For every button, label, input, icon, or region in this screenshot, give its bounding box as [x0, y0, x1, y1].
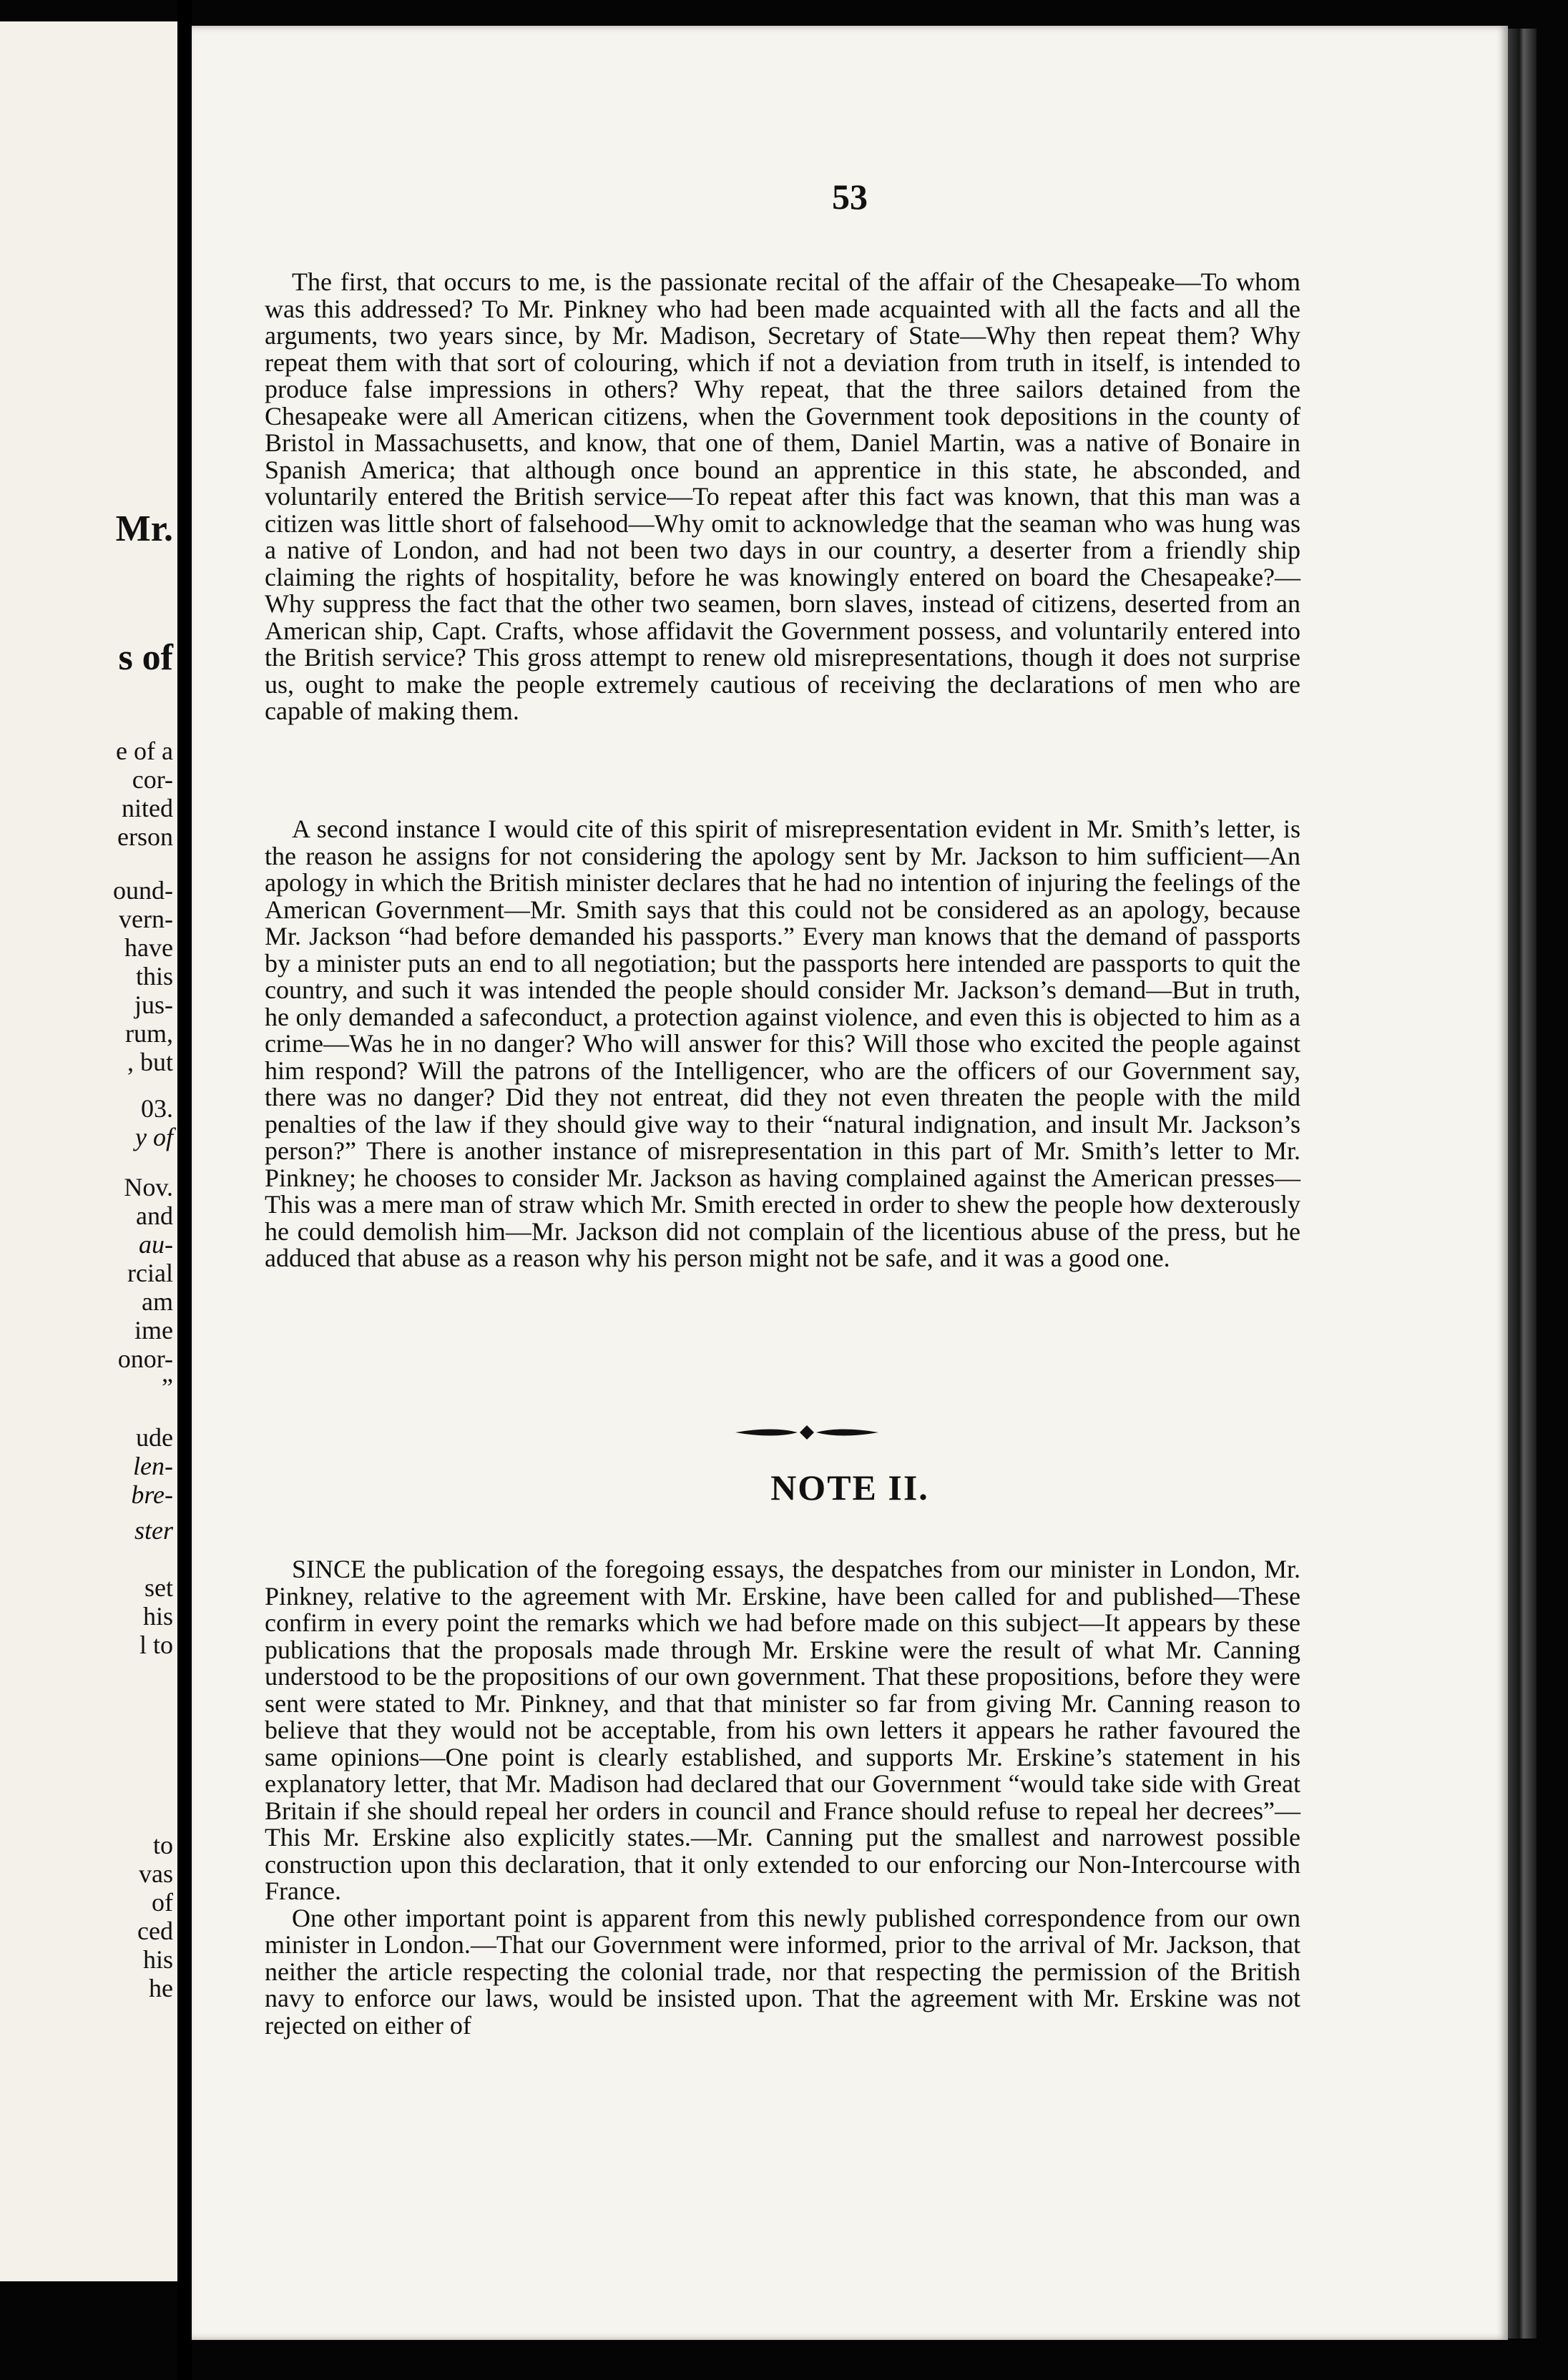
facing-page-line: of	[152, 1888, 173, 1917]
facing-page-line: ”	[162, 1373, 173, 1402]
note-heading: NOTE II.	[770, 1467, 929, 1508]
page-number: 53	[832, 177, 868, 217]
facing-page-line: onor-	[117, 1344, 173, 1373]
facing-page-line: e of a	[116, 737, 173, 765]
facing-page-line: erson	[117, 822, 173, 851]
facing-page-line: Mr.	[115, 508, 173, 549]
facing-page-line: set	[144, 1573, 173, 1602]
paragraph: A second instance I would cite of this spirit of misrepresentation evident in Mr. Smith’s letter, is the reason he assigns for not considering the apology sent by Mr. Jackson to him sufficient—An apology in which the British minister declares that he had no intention of injuring the feelings of the American Government—Mr. Smith says that this could not be considered as an apology, because Mr. Jackson “had before demanded his passports.” Every man knows that the demand of passports by a minister puts an end to all negotiation; but the passports here intended are passports to quit the country, and such it was intended the people should consider Mr. Jackson’s demand—But in truth, he only demanded a safeconduct, a protection against violence, and even this is objected to him as a crime—Was he in no danger? Who will answer for this? Will those who excited the people against him respond? Will the patrons of the Intelligencer, who are the officers of our Government say, there was no danger? Did they not entreat, did they not even threaten the people with the mild penalties of the law if they should give way to their “natural indignation, and insult Mr. Jackson’s person?” There is another instance of misrepresentation in this part of Mr. Smith’s letter to Mr. Pinkney; he chooses to consider Mr. Jackson as having complained against the American presses—This was a mere man of straw which Mr. Smith erected in order to shew the people how dexterously he could demolish him—Mr. Jackson did not complain of the licentious abuse of the press, but he adduced that abuse as a reason why his person might not be safe, and it was a good one.	[265, 815, 1300, 1272]
facing-page-line: ude	[136, 1423, 173, 1452]
body-text-section-3	[265, 1556, 1300, 2039]
paragraph: One other important point is apparent from this newly published correspondence from our own minister in London.—That our Government were informed, prior to the arrival of Mr. Jackson, that neither the article respecting the colonial trade, nor that respecting the permission of the British navy to enforce our laws, would be insisted upon. That the agreement with Mr. Erskine was not rejected on either of	[265, 1903, 1300, 2040]
facing-page-line: l to	[139, 1631, 173, 1659]
facing-page-line: jus-	[134, 990, 173, 1019]
body-text-section-1	[265, 269, 1300, 725]
page-edge-shadow	[1508, 29, 1537, 2339]
facing-page-line: cor-	[132, 765, 173, 794]
facing-page-line: and	[136, 1201, 173, 1230]
facing-page-line: ound-	[113, 876, 173, 905]
facing-page-line: y of	[135, 1123, 173, 1151]
facing-page-line: s of	[118, 637, 173, 678]
facing-page-line: vas	[139, 1859, 173, 1888]
facing-page-line: have	[124, 933, 173, 962]
facing-page-line: vern-	[119, 905, 173, 933]
body-text-section-2	[265, 816, 1300, 1272]
facing-page-line: he	[149, 1974, 173, 2002]
facing-page-line: 03.	[141, 1094, 173, 1123]
facing-page-line: len-	[133, 1452, 173, 1480]
facing-page-line: this	[135, 962, 173, 990]
book-gutter	[177, 0, 192, 2380]
facing-page-line: am	[142, 1287, 173, 1316]
facing-page-line: ster	[134, 1516, 173, 1545]
facing-page-line: Nov.	[124, 1173, 173, 1201]
facing-page-line: to	[152, 1831, 173, 1859]
facing-page-line: bre-	[131, 1480, 173, 1509]
facing-page-line: au-	[139, 1230, 173, 1259]
facing-page-line: rum,	[125, 1019, 173, 1048]
paragraph: SINCE the publication of the foregoing essays, the despatches from our minister in London, Mr. Pinkney, relative to the agreement with Mr. Erskine, have been called for and published—These confirm in every point the remarks which we had before made on this subject—It appears by these publications that the proposals made through Mr. Erskine were the result of what Mr. Canning understood to be the propositions of our own government. That these propositions, before they were sent were stated to Mr. Pinkney, and that that minister so far from giving Mr. Canning reason to believe that they would not be acceptable, from his own letters it appears he rather favoured the same opinions—One point is clearly established, and supports Mr. Erskine’s statement in his explanatory letter, that Mr. Madison had declared that our Government “would take side with Great Britain if she should repeal her orders in council and France should refuse to repeal her decrees”—This Mr. Erskine also explicitly states.—Mr. Canning put the smallest and narrowest possible construction upon this declaration, that it only extended to our enforcing our Non-Intercourse with France.	[265, 1555, 1300, 1905]
facing-page-fragment	[0, 21, 180, 2281]
facing-page-line: nited	[122, 794, 173, 822]
ornament-divider-icon	[732, 1422, 882, 1443]
facing-page-line: ime	[134, 1316, 173, 1344]
facing-page-line: his	[142, 1945, 173, 1974]
facing-page-line: ced	[137, 1917, 173, 1945]
book-page	[192, 26, 1508, 2340]
facing-page-line: , but	[127, 1048, 173, 1076]
paragraph: The first, that occurs to me, is the passionate recital of the affair of the Chesapeake—To whom was this addressed? To Mr. Pinkney who had been made acquainted with all the facts and all the arguments, two years since, by Mr. Madison, Secretary of State—Why then repeat them? Why repeat them with that sort of colouring, which if not a deviation from truth in itself, is intended to produce false impressions in others? Why repeat, that the three sailors detained from the Chesapeake were all American citizens, when the Government took depositions in the county of Bristol in Massachusetts, and know, that one of them, Daniel Martin, was a native of Bonaire in Spanish America; that although once bound an apprentice in this state, he absconded, and voluntarily entered the British service—To repeat after this fact was known, that this man was a citizen was little short of falsehood—Why omit to acknowledge that the seaman who was hung was a native of London, and had not been two days in our country, a deserter from a friendly ship claiming the rights of hospitality, before he was knowingly entered on board the Chesapeake?—Why suppress the fact that the other two seamen, born slaves, instead of citizens, deserted from an American ship, Capt. Crafts, whose affidavit the Government possess, and voluntarily entered into the British service? This gross attempt to renew old misrepresentations, though it does not surprise us, ought to make the people extremely cautious of receiving the declarations of men who are capable of making them.	[265, 267, 1300, 725]
facing-page-line: rcial	[127, 1259, 173, 1287]
facing-page-line: his	[142, 1602, 173, 1631]
